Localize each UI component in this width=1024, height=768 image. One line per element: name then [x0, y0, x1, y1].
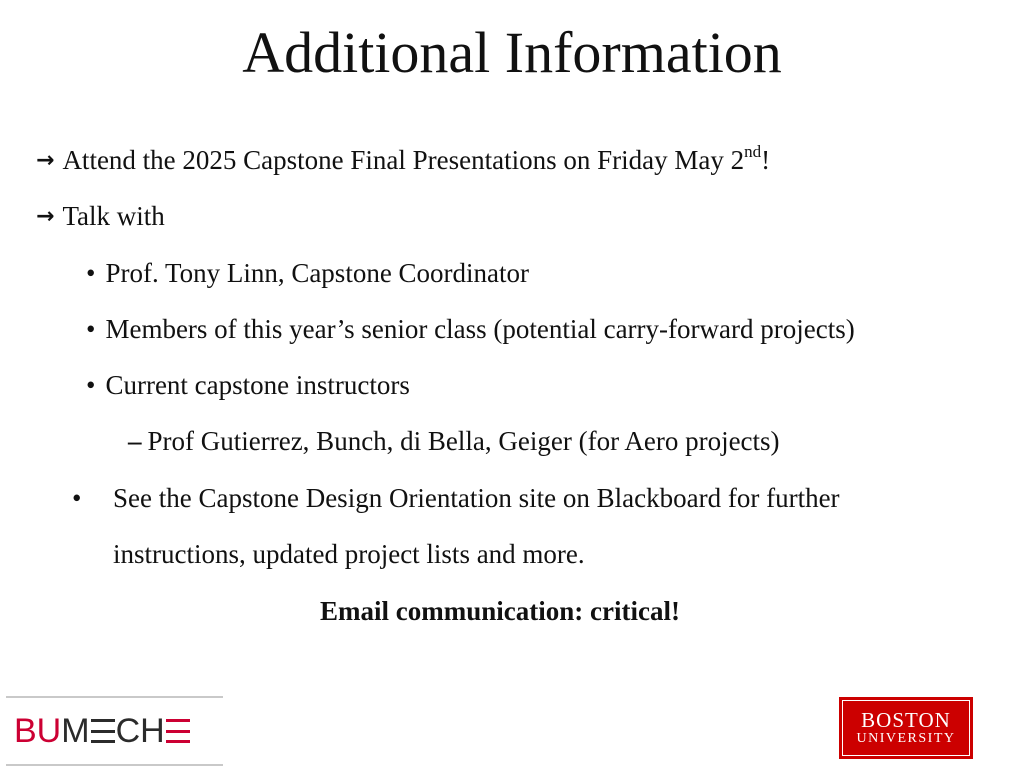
- sub-item-text: Current capstone instructors: [105, 370, 410, 400]
- sub-item-coordinator: [86, 256, 529, 290]
- blackboard-line-2: instructions, updated project lists and more.: [113, 539, 585, 569]
- sub-sub-item-professors: [128, 424, 780, 458]
- email-note: Email communication: critical!: [320, 596, 680, 626]
- logo-bu-text: BU: [14, 711, 62, 750]
- logo-m-text: M: [61, 711, 90, 750]
- bullet-icon: •: [86, 258, 96, 288]
- attend-suffix: !: [761, 145, 771, 175]
- bullet-icon: •: [86, 370, 96, 400]
- sub-item-senior-class: [86, 312, 855, 346]
- bu-logo-frame: [842, 700, 970, 756]
- bullet-icon: •: [86, 314, 96, 344]
- bu-logo-university: UNIVERSITY: [856, 731, 956, 746]
- blackboard-bullet: [72, 481, 81, 515]
- bu-meche-logo: [6, 696, 223, 766]
- sub-item-instructors: [86, 368, 410, 402]
- attend-text: Attend the 2025 Capstone Final Presentations on Friday May 2: [62, 145, 745, 175]
- logo-e-mark: [91, 719, 115, 743]
- sub-sub-item-text: Prof Gutierrez, Bunch, di Bella, Geiger (for Aero projects): [147, 426, 780, 456]
- logo-ch-text: CH: [115, 711, 165, 750]
- arrow-right-icon: →: [36, 148, 55, 173]
- sub-item-text: Prof. Tony Linn, Capstone Coordinator: [105, 258, 530, 288]
- item-talk-with: [36, 199, 165, 236]
- boston-university-logo: [839, 697, 973, 759]
- bu-logo-boston: BOSTON: [861, 708, 951, 732]
- ordinal-superscript: nd: [744, 142, 762, 161]
- sub-item-text: Members of this year’s senior class (potential carry-forward projects): [105, 314, 855, 344]
- slide-title: Additional Information: [242, 20, 782, 85]
- item-attend-presentations: [36, 143, 770, 180]
- blackboard-line-1: See the Capstone Design Orientation site on Blackboard for further: [113, 483, 840, 513]
- talk-with-text: Talk with: [62, 201, 165, 231]
- dash-icon: –: [128, 426, 142, 456]
- logo-e-mark-red: [166, 719, 190, 743]
- bullet-icon: •: [72, 483, 82, 513]
- arrow-right-icon: →: [36, 204, 55, 229]
